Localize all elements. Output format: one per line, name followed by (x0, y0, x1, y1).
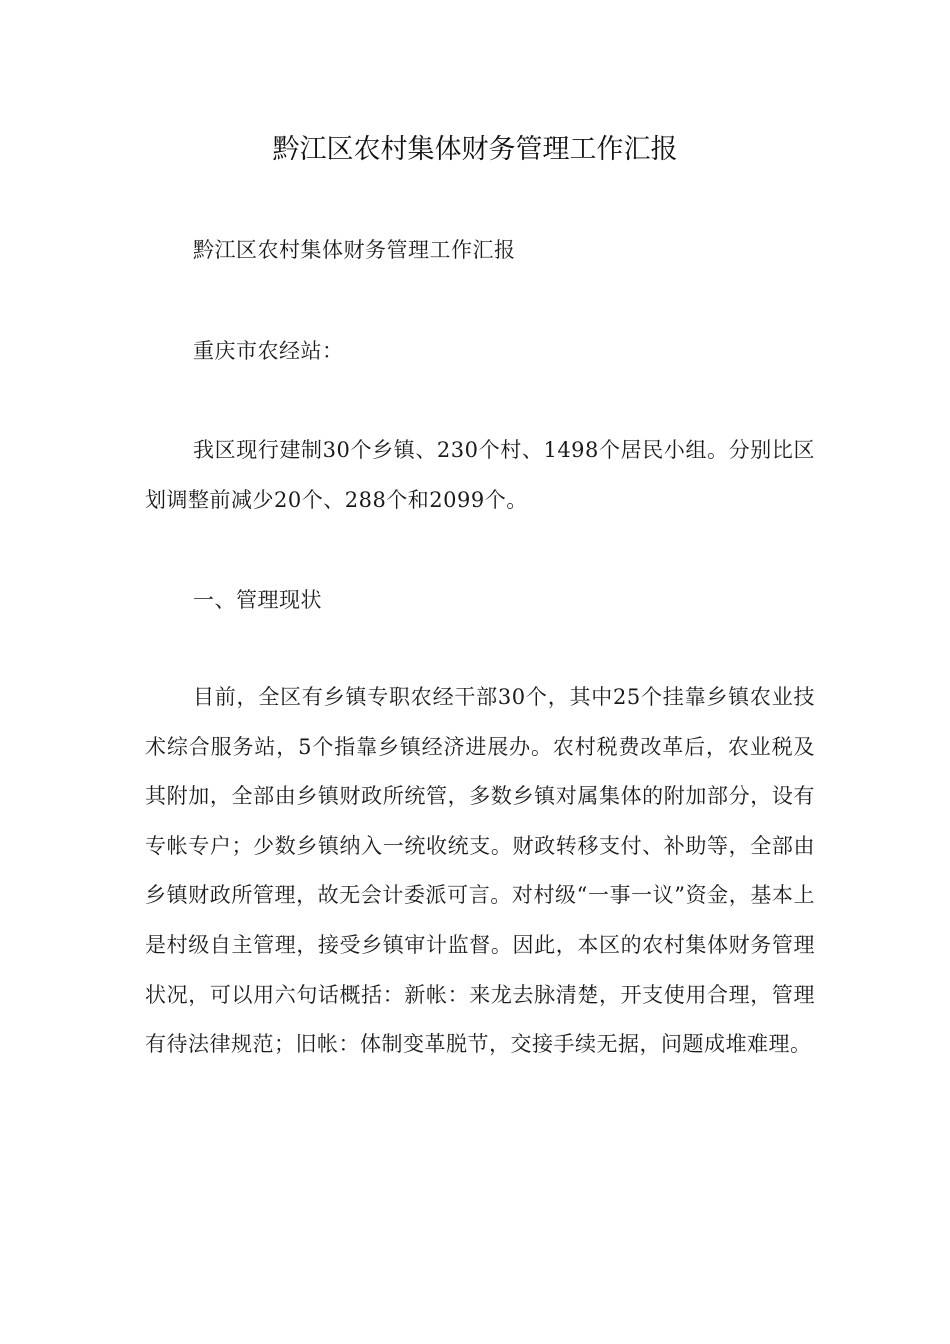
status-paragraph: 目前，全区有乡镇专职农经干部30个，其中25个挂靠乡镇农业技术综合服务站，5个指靠乡镇经济进展办。农村税费改革后，农业税及其附加，全部由乡镇财政所统管，多数乡镇对属集体的附加部分，设有专帐专户；少数乡镇纳入一统收统支。财政转移支付、补助等，全部由乡镇财政所管理，故无会计委派可言。对村级“一事一议”资金，基本上是村级自主管理，接受乡镇审计监督。因此，本区的农村集体财务管理状况，可以用六句话概括：新帐：来龙去脉清楚，开支使用合理，管理有待法律规范；旧帐：体制变革脱节，交接手续无据，问题成堆难理。 (145, 685, 815, 1057)
subtitle-paragraph: 黔江区农村集体财务管理工作汇报 (193, 238, 516, 262)
section-heading: 一、管理现状 (193, 588, 322, 612)
intro-paragraph: 我区现行建制30个乡镇、230个村、1498个居民小组。分别比区划调整前减少20个、288个和2099个。 (145, 438, 815, 512)
recipient-paragraph: 重庆市农经站： (193, 339, 344, 363)
document-title: 黔江区农村集体财务管理工作汇报 (272, 134, 678, 165)
